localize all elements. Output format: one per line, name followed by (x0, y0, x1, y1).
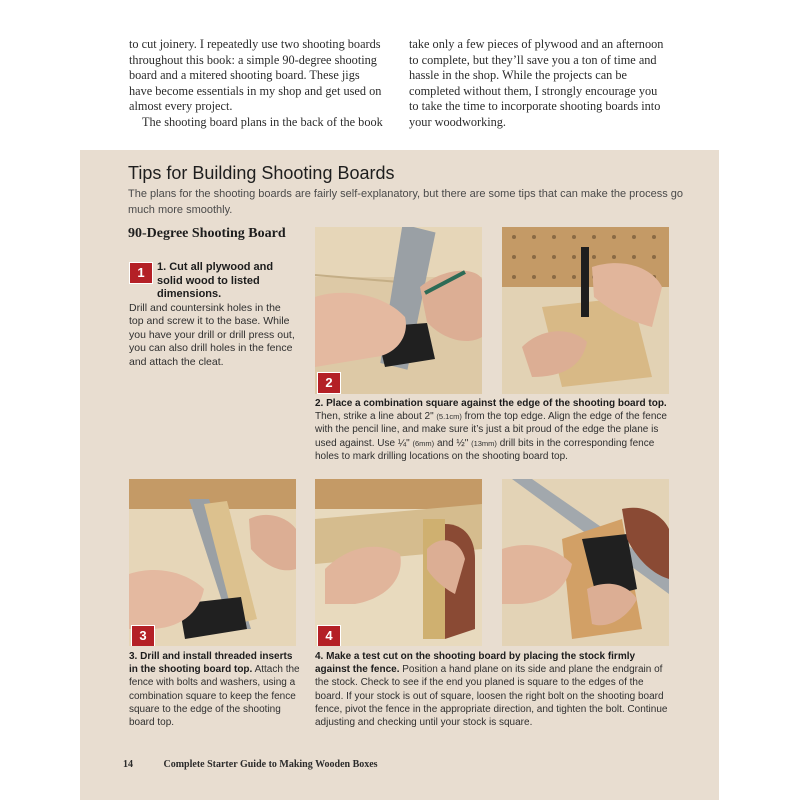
running-title: Complete Starter Guide to Making Wooden Boxes (163, 759, 378, 770)
step-2-photo-drilling (502, 227, 669, 394)
page-number: 14 (123, 759, 133, 770)
step-3-photo (129, 479, 296, 646)
step-body: Drill and countersink holes in the top and screw it to the base. While you have your drill or drill press out, you can also drill holes in the fence and attach the cleat. (129, 301, 295, 368)
section-title: Tips for Building Shooting Boards (128, 163, 395, 183)
metric-conversion: (13mm) (471, 438, 497, 448)
step-number-badge: 3 (131, 625, 155, 646)
step-heading: 2. Place a combination square against the edge of the shooting board top. (315, 398, 667, 409)
intro-column-left (129, 37, 385, 131)
step-body: Then, strike a line about 2" (315, 411, 434, 423)
step-heading: 4. Make a test cut on the shooting board by placing the stock firmly against the fence. (315, 651, 636, 676)
intro-paragraph: The shooting board plans in the back of the book (142, 114, 383, 129)
section-intro: The plans for the shooting boards are fairly self-explanatory, but there are some tips that can make the process go much more smoothly. (128, 188, 683, 216)
metric-conversion: (5.1cm) (436, 412, 462, 422)
step-body: drill bits in the corresponding fence holes to mark drilling locations on the shooting board top. (315, 437, 655, 462)
step-heading: 3. Drill and install threaded inserts in the shooting board top. (129, 651, 293, 676)
step-body: from the top edge. Align the edge of the fence with the pencil line, and make sure it’s just a bit proud of the edge the plane is used against. Use ¼" (315, 411, 667, 449)
step-heading: 1. Cut all plywood and solid wood to listed dimensions. (157, 261, 274, 300)
step-body: and ½" (436, 437, 469, 449)
step-3-text (129, 650, 301, 729)
step-2-photo-marking (315, 227, 482, 394)
step-number-badge: 1 (129, 262, 153, 284)
step-4-photo-checking (502, 479, 669, 646)
step-number-badge: 4 (317, 625, 341, 646)
step-4-text (315, 650, 669, 729)
intro-paragraph: take only a few pieces of plywood and an afternoon to complete, but they’ll save you a ton of time and hassle in the shop. While the projects can be completed without them, I strongly encourage you to take the time to incorporate shooting boards into your woodworking. (409, 37, 664, 129)
step-2-text (315, 397, 669, 463)
step-1-text (129, 261, 297, 369)
step-body: Position a hand plane on its side and plane the endgrain of the stock. Check to see if the end you planed is square to the edges of the board. If your stock is out of square, loosen the right bolt on the shooting board fence, pivot the fence in the appropriate direction, and tighten the bolt. Continue adjusting and checking until your stock is square. (315, 664, 668, 729)
intro-column-right (409, 37, 665, 131)
metric-conversion: (6mm) (412, 438, 435, 448)
step-4-photo-planing (315, 479, 482, 646)
step-body: Attach the fence with bolts and washers, using a combination square to keep the fence square to the edge of the shooting board top. (129, 664, 300, 729)
book-page (80, 0, 719, 800)
page-footer (123, 759, 378, 770)
intro-paragraph: to cut joinery. I repeatedly use two shooting boards throughout this book: a simple 90-degree shooting board and a mitered shooting board. These jigs have become essentials in my shop and get used on almost every project. (129, 37, 382, 114)
subsection-title: 90-Degree Shooting Board (128, 226, 286, 241)
step-number-badge: 2 (317, 372, 341, 394)
